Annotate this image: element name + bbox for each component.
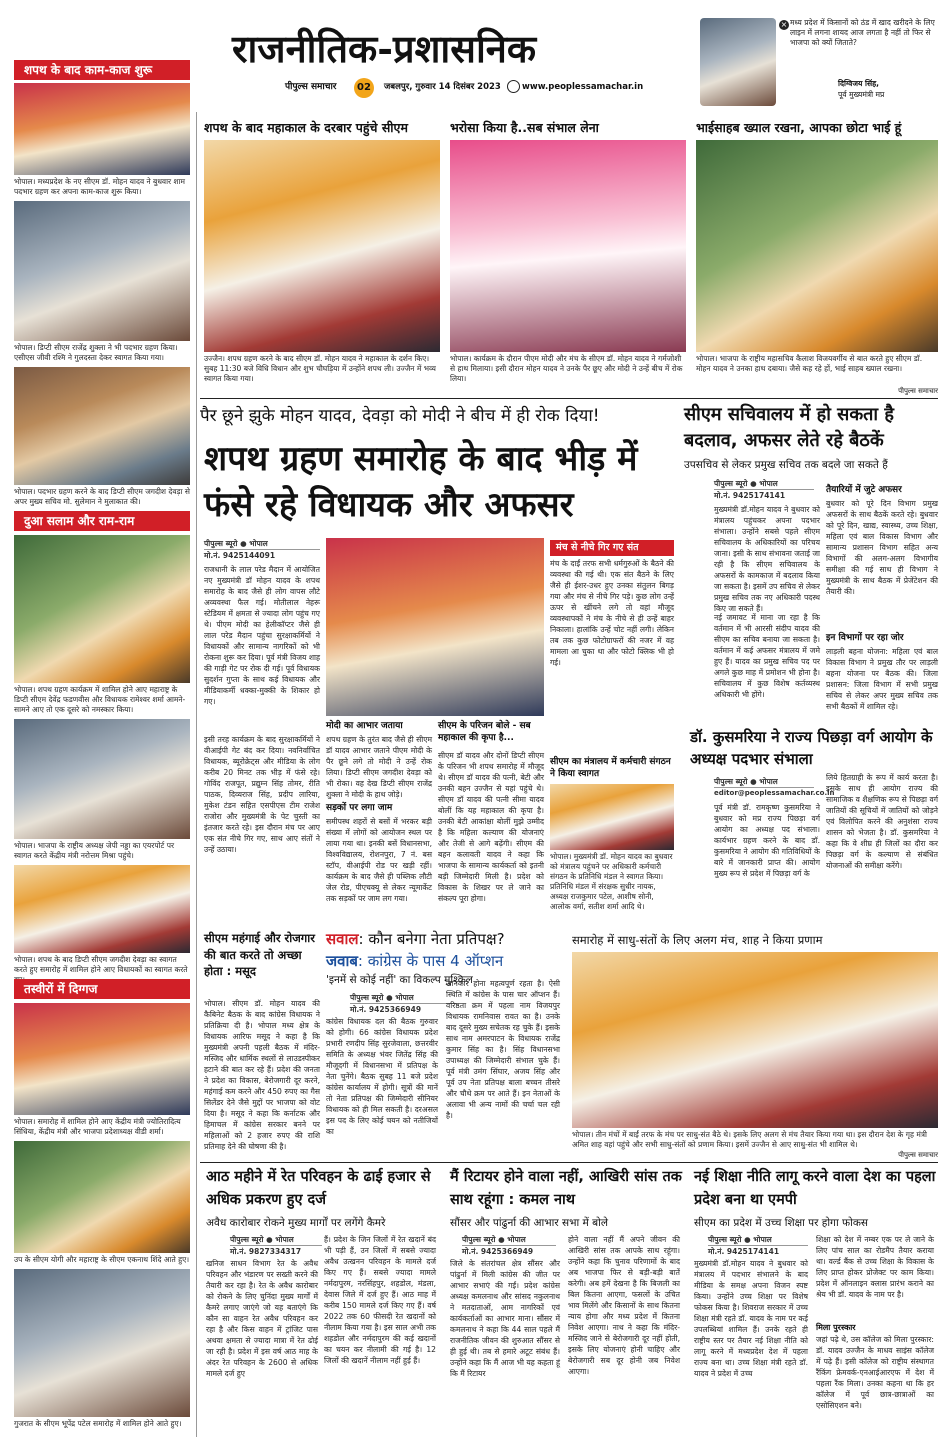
caption-cm-office: भोपाल। मध्यप्रदेश के नए सीएम डॉ. मोहन यादव ने बुधवार शाम पदभार ग्रहण कर अपना काम-काज शुरू किया। — [14, 177, 186, 196]
kamalnath-body-1: जिले के संतरांचल क्षेत्र सौंसर और पांढुर्ना में मिली कांग्रेस की जीत पर आभार सभाएं की गईं। प्रदेश कांग्रेस अध्यक्ष कमलनाथ और सांसद नकुलनाथ ने मतदाताओं, आम नागरिकों एवं कार्यकर्ताओं का आभार माना। सौंसर में कमलनाथ ने कहा कि 44 साल पहले मैं राजनीतिक जीवन की शुरुआत सौंसर से ही हुई थी। तब से हमारे अटूट संबंध हैं। उन्होंने कहा कि मैं आज भी यह कहता हूं कि मैं रिटायर — [450, 1259, 560, 1378]
section-head-stalwarts: तस्वीरों में दिग्गज — [14, 979, 190, 999]
saints-credit: पीपुल्स समाचार — [898, 1151, 938, 1159]
opposition-mobile: मो.नं. 9425366949 — [350, 1005, 422, 1014]
opposition-body-1: कांग्रेस विधायक दल की बैठक गुरुवार को होगी। 66 कांग्रेस विधायक प्रदेश प्रभारी रणदीप सिंह सुरजेवाला, छत्तरवीर समिति के अध्यक्ष भंवर जितेंद्र सिंह की मौजूदगी में विधानसभा में प्रतिपक्ष के नेता चुनेंगे। बैठक सुबह 11 बजे प्रदेश कांग्रेस कार्यालय में होगी। सूत्रों की मानें तो नेता प्रतिपक्ष की जिम्मेदारी सीनियर विधायक को ही मिल सकती है। दरअसल इस पद के लिए कोई चयन को नतीजियों का — [326, 1017, 438, 1136]
website-link[interactable]: www.peoplessamachar.in — [522, 82, 644, 92]
opposition-question — [326, 928, 560, 950]
caption-deputy-shukla: भोपाल। डिप्टी सीएम राजेंद्र शुक्ला ने भी पदभार ग्रहण किया। एसीएस जीवी रश्मि ने गुलदस्ता देकर स्वागत किया गया। — [14, 343, 178, 362]
masood-story — [200, 930, 320, 1160]
question-label: सवाल — [326, 930, 359, 948]
caption-bhupendra-patel: गुजरात के सीएम भूपेंद्र पटेल समारोह में शामिल होने आते हुए। — [14, 1419, 182, 1428]
secretariat-body-4: लाड़ली बहना योजना: महिला एवं बाल विकास विभाग ने प्रमुख तौर पर लाड़ली बहना योजना पर बैठक की। जिला प्रशासन: जिला विभाग में सभी प्रमुख सचिव से लेकर अपर मुख्य सचिव तक सभी बैठकों में शामिल रहे। — [826, 647, 938, 711]
dateline: जबलपुर, गुरुवार 14 दिसंबर 2023 — [384, 82, 501, 92]
education-deck: सीएम का प्रदेश में उच्च शिक्षा पर होगा फोकस — [694, 1217, 869, 1229]
opposition-story — [326, 928, 560, 1160]
photo-fadnavis — [14, 535, 190, 683]
sub-saint-fell: मंच से नीचे गिर गए संत — [556, 542, 639, 553]
kusumaria-email: editor@peoplessamachar.co.in — [714, 789, 835, 797]
photo-deputy-devda — [14, 367, 190, 485]
sand-mobile: मो.नं. 9827334317 — [230, 1247, 302, 1256]
education-story — [688, 1164, 938, 1438]
column-divider — [196, 112, 197, 1437]
quote-author-role: पूर्व मुख्यमंत्री मप्र — [838, 90, 885, 99]
sand-body-2: हैं। प्रदेश के जिन जिलों में रेत खदानें बंद भी पड़ी हैं, उन जिलों में सबसे ज्यादा अवैध उत्खनन परिवहन के मामले दर्ज किए गए हैं। सबसे ज्यादा मामले नर्मदापुरम, नरसिंहपुर, शहडोल, मंडला, देवास जिले में दर्ज हुए हैं। आठ माह में करीब 150 मामले दर्ज किए गए हैं। वर्ष 2022 तक 60 फीसदी रेत खदानों को नीलाम किया गया है। इस साल अभी तक शहडोल और नर्मदापुरम की कई खदानों का चयन कर नीलामी की गई है। 12 जिलों की खदानें नीलाम नहीं हुई हैं। — [324, 1235, 436, 1365]
photo-nadda — [14, 719, 190, 839]
caption-saints: भोपाल। तीन मंचों में बाईं तरफ के मंच पर साधु-संत बैठे थे। इसके लिए अलग से मंच तैयार किया गया था। इस दौरान देश के गृह मंत्री अमित शाह वहां पहुंचे और सभी साधु-संतों को प्रणाम किया। इसमें उज्जैन से आए साधु-संत भी शामिल थे। — [572, 1130, 927, 1149]
sand-byline: पीपुल्स ब्यूरो ● भोपाल — [230, 1234, 322, 1246]
caption-modi-handshake: भोपाल। कार्यक्रम के दौरान पीएम मोदी और मंच के सीएम डॉ. मोहन यादव ने गर्मजोशी से हाथ मिलाया। इसी दौरान मोहन यादव ने उनके पैर छूए और मोदी ने उन्हें बीच में रोक लिया। — [450, 354, 683, 383]
main-body-6: मंच के दाईं तरफ सभी धर्मगुरुओं के बैठने की व्यवस्था की गई थी। एक संत बैठने के लिए जैसे ही ईशर-उधर हुए उनका संतुलन बिगड़ गया और मंच से नीचे गिर पड़े। कुछ लोग उन्हें ऊपर से खींचने लगे तो वहां मौजूद व्यवस्थापकों ने मंच के नीचे से ही उन्हें बाहर निकाला। हालांकि उन्हें चोट नहीं लगी। लेकिन तब तक कुछ फोटोग्राफरों की नजर में वह मामला आ चुका था और फोटो क्लिक भी हो गई। — [550, 559, 674, 667]
main-mobile: मो.नं. 9425144091 — [204, 551, 276, 560]
education-body-3: जहां पढ़े थे, उस कॉलेज को मिला पुरस्कार: डॉ. यादव उज्जैन के माधव साइंस कॉलेज में पढ़े हैं। इसी कॉलेज को राष्ट्रीय संस्थागत रैंकिंग फ्रेमवर्क-एनआईआरएफ में देश में पहला रैंक मिला। उनका कहना था कि हर कॉलेज में पूर्व छात्र-छात्राओं का एसोसिएशन बने। — [816, 1335, 934, 1410]
opposition-answer — [326, 950, 560, 972]
bottom-rule — [200, 1162, 938, 1163]
photo-modi-handshake — [450, 140, 686, 352]
section-title: राजनीतिक-प्रशासनिक — [232, 26, 537, 71]
kamalnath-deck: सौंसर और पांढुर्ना की आभार सभा में बोले — [450, 1217, 608, 1229]
kusumaria-byline: पीपुल्स ब्यूरो ● भोपाल — [714, 776, 814, 788]
secretariat-byline: पीपुल्स ब्यूरो ● भोपाल — [714, 478, 814, 490]
secretariat-body-3: बुधवार को पूरे दिन विभाग प्रमुख अफसरों के साथ बैठकें करते रहे। बुधवार को पूरे दिन, खाद्य, स्वास्थ्य, उच्च शिक्षा, महिला एवं बाल विकास विभाग और सामान्य प्रशासन विभाग सहित अन्य विभागों की अलग-अलग विभागीय समीक्षा की गई साथ ही विभाग ने मुख्यमंत्री के साथ बैठक में प्रेजेंटेशन की तैयारी की। — [826, 499, 938, 596]
main-body-4: समीपस्थ शहरों से बसों में भरकर बड़ी संख्या में लोगों को आयोजन स्थल पर लाया गया था। इनकी बसें विधानसभा, विश्वविद्यालय, रोशनपुरा, 7 नं. बस स्टॉप, वीआईपी रोड पर खड़ी रहीं। कार्यक्रम के बाद जैसे ही पब्लिक लौटी जेल रोड, पीएचक्यू से लेकर न्यूमार्केट तक सड़कों पर जाम लग गया। — [326, 817, 432, 903]
caption-yogi-shinde: उप के सीएम योगी और महाराष्ट्र के सीएम एकनाथ शिंदे आते हुए। — [14, 1255, 190, 1264]
education-byline: पीपुल्स ब्यूरो ● भोपाल — [708, 1234, 808, 1246]
photo-cm-office — [14, 83, 190, 175]
secretariat-sub-focus: इन विभागों पर रहा जोर — [826, 633, 904, 643]
caption-fadnavis: भोपाल। शपथ ग्रहण कार्यक्रम में शामिल होने आए महाराष्ट्र के डिप्टी सीएम देवेंद्र फडणवीस और विधायक रामेश्वर शर्मा आमने-सामने आए तो एक दूसरे को नमस्कार किया। — [14, 685, 186, 714]
kusumaria-body-2: लिये हितग्राही के रूप में कार्य करता है। इसके साथ ही आयोग राज्य की सामाजिक व शैक्षणिक रूप से पिछड़ा वर्ग जातियों की सूचियों में जातियों को जोड़ने एवं विलोपित करने की अनुशंसा राज्य शासन को भेजता है। डॉ. कुसमरिया ने कहा कि वे शीघ्र ही जिलों का दौरा कर पिछड़ा वर्ग के कल्याण से संबंधित योजनाओं की समीक्षा करेंगे। — [826, 773, 938, 870]
photo-bouquet — [326, 538, 544, 716]
caption-nadda: भोपाल। भाजपा के राष्ट्रीय अध्यक्ष जेपी नड्डा का एयरपोर्ट पर स्वागत करते केंद्रीय मंत्री नरोत्तम मिश्रा पहुंचे। — [14, 841, 175, 860]
main-body-5: सीएम डॉ यादव और दोनों डिप्टी सीएम के परिजन भी शपथ समारोह में मौजूद थे। सीएम डॉ यादव की पत्नी, बेटी और उनकी बहन उज्जैन से यहां पहुंचे थे। सीएम डॉ यादव की पत्नी सीमा यादव बोलीं कि यह महाकाल की कृपा है। उनकी बेटी आकांक्षा बोलीं मुझे उम्मीद है कि महिला कल्याण की योजनाएं और तेजी से आगे बढ़ेंगी। सीएम की बहन कलावती यादव ने कहा कि भाजपा के सामान्य कार्यकर्ता को इतनी बड़ी जिम्मेदारी मिली है। प्रदेश को विकास के शिखर पर ले जाने का संकल्प पूरा होगा। — [438, 751, 544, 903]
kusumaria-story — [684, 726, 938, 922]
caption-mahakal: उज्जैन। शपथ ग्रहण करने के बाद सीएम डॉ. मोहन यादव ने महाकाल के दर्शन किए। सुबह 11:30 बजे विधि विधान और शुभ चौघड़िया में उन्होंने शपथ ली। उज्जैन में भव्य स्वागत किया गया। — [204, 354, 436, 383]
kusumaria-headline: डॉ. कुसमरिया ने राज्य पिछड़ा वर्ग आयोग के अध्यक्ष पदभार संभाला — [690, 728, 933, 768]
photo-saints-stage — [572, 952, 938, 1128]
main-body-2: इसी तरह कार्यक्रम के बाद सुरक्षाकर्मियों ने वीआईपी गेट बंद कर दिया। नवनिर्वाचित विधायक, ब्यूरोक्रेट्स और मीडिया के लोग करीब 20 मिनट तक भीड़ में फंसे रहे। गोविंद राजपूत, प्रद्युम्न सिंह तोमर, रीति पाठक, दिव्यराज सिंह, प्रदीप लारिया, मुकेश टंडन सहित एसपीएस टीम राजेश राजोरा और मुख्यमंत्री के पेट चुस्ती का इंतजार करते रहे। इस दौरान मंच पर आए एक संत नीचे गिर गए, साथ आए संतों ने उन्हें उठाया। — [204, 735, 320, 854]
caption-vijayvargiya: भोपाल। भाजपा के राष्ट्रीय महासचिव कैलाश विजयवर्गीय से बात करते हुए सीएम डॉ. मोहन यादव ने उनका हाथ दबाया। जैसे कह रहे हों, भाई साहब ख्याल रखना। — [696, 354, 923, 373]
masood-headline: सीएम महंगाई और रोजगार की बात करते तो अच्छा होता : मसूद — [204, 931, 315, 978]
photo-staff-welcome — [550, 784, 674, 850]
sand-headline: आठ महीने में रेत परिवहन के ढाई हजार से अधिक प्रकरण हुए दर्ज — [206, 1169, 431, 1208]
sub-saint-fell-box — [550, 540, 674, 556]
education-body-1: मुख्यमंत्री डॉ.मोहन यादव ने बुधवार को मंत्रालय में पदभार संभालने के बाद मीडिया के समक्ष अपना विजन स्पष्ट किया। उन्होंने उच्च शिक्षा पर विशेष फोकस किया है। शिवराज सरकार में उच्च शिक्षा मंत्री रहते डॉ. यादव के नाम पर कई उपलब्धियां शामिल हैं। उनके रहते ही राष्ट्रीय स्तर पर तैयार नई शिक्षा नीति को लागू करने में मध्यप्रदेश देश में पहला राज्य बना था। उच्च शिक्षा मंत्री रहते डॉ. यादव ने प्रदेश में उच्च — [694, 1259, 808, 1378]
photo-headline-mahakal: शपथ के बाद महाकाल के दरबार पहुंचे सीएम — [204, 120, 408, 135]
sub-traffic-jam: सड़कों पर लगा जाम — [326, 803, 393, 813]
kamalnath-body-2: होने वाला नहीं मैं अपने जीवन की आखिरी सांस तक आपके साथ रहूंगा। उन्होंने कहा कि चुनाव परिणामों के बाद अब भाजपा फिर से बड़ी-बड़ी बातें करेगी। अब हमें देखना है कि बिजली का बिल कितना आएगा, फसलों के उचित भाव मिलेंगे और किसानों के साथ कितना न्याय होगा और मध्य प्रदेश में कितना निवेश आएगा। नाथ ने कहा कि मंदिर-मस्जिद जाने से बेरोजगारी दूर नहीं होती, इसके लिए योजनाएं होनी चाहिए और बेरोजगारी सब दूर होनी जब निवेश आएगा। — [568, 1235, 680, 1376]
answer-text: : कांग्रेस के पास 4 ऑप्शन — [357, 952, 504, 970]
caption-scindia: भोपाल। समारोह में शामिल होने आए केंद्रीय मंत्री ज्योतिरादित्य सिंधिया, केंद्रीय मंत्री और भाजपा प्रदेशाध्यक्ष वीडी शर्मा। — [14, 1117, 181, 1136]
education-body-2: शिक्षा को देश में नम्बर एक पर ले जाने के लिए पांच साल का रोडमैप तैयार कराया था। वर्ल्ड बैंक से उच्च शिक्षा के विकास के लिए प्राप्त होकर प्रोजेक्ट पर काम किया। प्रदेश में ऑनलाइन क्लास प्रारंभ कराने का श्रेय भी डॉ. यादव के नाम पर है। — [816, 1235, 934, 1299]
photo-bhupendra-patel — [14, 1269, 190, 1417]
close-x-icon: × — [780, 20, 788, 29]
sub-family: सीएम के परिजन बोले - सब महाकाल की कृपा है... — [438, 721, 531, 743]
secretariat-story — [684, 400, 938, 720]
photo-vijayvargiya — [696, 140, 938, 352]
photo-devda-welcome — [14, 865, 190, 953]
sand-body-1: खनिज साधन विभाग रेत के अवैध परिवहन और भंडारण पर सख्ती करने की तैयारी कर रहा है। रेत के अवैध कारोबार को रोकने के लिए चुनिंदा मुख्य मार्गों में कैमरे लगाए जाएंगे जो यह बताएंगे कि कौन सा वाहन रेत अवैध परिवहन कर रहा है और किस वाहन में ट्रांजिट पास अथवा क्षमता से ज्यादा मात्रा में रेत ढोई जा रही है। प्रदेश में इस वर्ष आठ माह के अंदर रेत परिवहन के 2600 से अधिक मामले दर्ज हुए — [206, 1259, 318, 1378]
secretariat-body-1: मुख्यमंत्री डॉ.मोहन यादव ने बुधवार को मंत्रालय पहुंचकर अपना पदभार संभाला। उन्होंने सबसे पहले सीएम सचिवालय के अधिकारियों का परिचय जाना। इसी के साथ संभावना जताई जा रही है कि सीएम सचिवालय के अफसरों के कामकाज में बदलाव किया जा सकता है। इसमें उप सचिव से लेकर प्रमुख सचिव तक नए अधिकारी पदस्थ किए जा सकते हैं। — [714, 505, 820, 613]
opposition-deck: 'इनमें से कोई नहीं' का विकल्प मुश्किल — [326, 974, 473, 986]
photo-headline-brother: भाईसाहब ख्याल रखना, आपका छोटा भाई हूं — [696, 120, 902, 135]
left-photo-column — [8, 55, 190, 1435]
photo-mahakal — [204, 140, 440, 352]
opposition-body-2: जानकार होना महत्वपूर्ण रहता है। ऐसी स्थिति में कांग्रेस के पास चार ऑप्शन हैं। वरिष्ठता क्रम में पहला नाम विजयपुर विधायक रामनिवास रावत का है। उनके बाद दूसरे मुख्य सचेतक रह चुके हैं। इसके साथ नाम अमरपाटन के विधायक राजेंद्र कुमार सिंह का है। सिंह विधानसभा उपाध्यक्ष की जिम्मेदारी संभाल चुके हैं। पूर्व मंत्री उमंग सिंघार, अजय सिंह और पूर्व उप नेता प्रतिपक्ष बाला बच्चन तीसरे और चौथे क्रम पर आते हैं। इन नेताओं के अलावा भी अन्य नामों की चर्चा चल रही है। — [446, 979, 560, 1120]
sub-thanks-modi: मोदी का आभार जताया — [326, 721, 403, 731]
main-kicker: पैर छूने झुके मोहन यादव, देवड़ा को मोदी ने बीच में ही रोक दिया! — [200, 406, 600, 426]
answer-label: जवाब — [326, 952, 358, 970]
education-mobile: मो.नं. 9425174141 — [708, 1247, 780, 1256]
photo-scindia — [14, 1003, 190, 1115]
digvijay-portrait — [700, 18, 776, 106]
masood-body: भोपाल। सीएम डॉ. मोहन यादव की कैबिनेट बैठक के बाद कांग्रेस विधायक ने प्रतिक्रिया दी है। भोपाल मध्य क्षेत्र के विधायक आरिफ मसूद ने कहा है कि मुख्यमंत्री अपनी पहली बैठक में मंदिर-मस्जिद और धार्मिक स्थलों से लाउडस्पीकर हटाने की बात कर रहे हैं। प्रदेश की जनता ने प्रदेश का विकास, बेरोजगारी दूर करने, महंगाई कम करने और 450 रुपए का गैस सिलेंडर देने जैसे मुद्दों पर भाजपा को वोट दिया है। मसूद ने कहा कि कर्नाटक और हिमाचल में कांग्रेस सरकार बनने पर महिलाओं को 2 हजार रुपए की राशि प्रतिमाह देने की घोषणा की है। — [204, 999, 320, 1151]
main-byline: पीपुल्स ब्यूरो ● भोपाल — [204, 538, 320, 550]
sand-deck: अवैध कारोबार रोकने मुख्य मार्गों पर लगेंगे कैमरे — [206, 1217, 386, 1229]
opposition-byline: पीपुल्स ब्यूरो ● भोपाल — [350, 992, 456, 1004]
education-headline: नई शिक्षा नीति लागू करने वाला देश का पहला प्रदेश बना था एमपी — [694, 1169, 936, 1208]
secretariat-body-2: नई जमावट में माना जा रहा है कि वर्तमान में भी आरसी संदीप यादव की सीएम का सचिव बनाया जा सकता है। वर्तमान में कई अफसर मंत्रालय में जमे हुए हैं। यादव का प्रमुख सचिव पद पर अगले कुछ माह में प्रमोशन भी होना है। सचिवालय में कुछ विशेष कर्तव्यस्थ अधिकारी भी होंगे। — [714, 613, 820, 699]
sand-story — [200, 1164, 440, 1438]
education-sub-award: मिला पुरस्कार — [816, 1323, 856, 1332]
main-story — [200, 400, 674, 911]
kusumaria-body-1: पूर्व मंत्री डॉ. रामकृष्ण कुसमरिया ने बुधवार को मप्र राज्य पिछड़ा वर्ग आयोग का अध्यक्ष पद संभाला। कार्यभार ग्रहण करने के बाद डॉ. कुसमरिया ने आयोग की गतिविधियों के बारे में जानकारी प्राप्त की। आयोग मुख्य रूप से प्रदेश में पिछड़ा वर्ग के — [714, 803, 820, 878]
masthead-quote: मध्य प्रदेश में किसानों को ठंड में खाद खरीदने के लिए लाइन में लगना शायद आज लगता है नहीं तो फिर से भाजपा को क्यों जिताते? — [790, 18, 935, 47]
photo-headline-trust: भरोसा किया है..सब संभाल लेना — [450, 120, 599, 135]
secretariat-deck: उपसचिव से लेकर प्रमुख सचिव तक बदले जा सकते हैं — [684, 459, 888, 471]
secretariat-mobile: मो.नं. 9425174141 — [714, 491, 786, 500]
kamalnath-headline: मैं रिटायर होने वाला नहीं, आखिरी सांस तक साथ रहूंगा : कमल नाथ — [450, 1169, 682, 1208]
kamalnath-byline: पीपुल्स ब्यूरो ● भोपाल — [462, 1234, 556, 1246]
globe-icon — [507, 80, 520, 93]
quote-author: दिग्विजय सिंह, — [838, 79, 880, 88]
main-headline: शपथ ग्रहण समारोह के बाद भीड़ में फंसे रहे विधायक और अफसर — [204, 439, 638, 525]
page-number: 02 — [357, 82, 371, 93]
secretariat-sub-prep: तैयारियों में जुटे अफसर — [826, 485, 902, 495]
main-body-3: शपथ ग्रहण के तुरंत बाद जैसे ही सीएम डॉ यादव आभार जताने पीएम मोदी के पैर छूने लगे तो मोदी ने उन्हें रोक लिया। डिप्टी सीएम जगदीश देवड़ा को भी रोका। वह देख डिप्टी सीएम राजेंद्र शुक्ला ने मोदी के हाथ जोड़े। — [326, 735, 432, 799]
caption-deputy-devda: भोपाल। पदभार ग्रहण करने के बाद डिप्टी सीएम जगदीश देवड़ा से अपर मुख्य सचिव मो. सुलेमान ने मुलाकात की। — [14, 487, 190, 506]
photo-credit: पीपुल्स समाचार — [898, 387, 938, 395]
saints-story — [566, 928, 938, 1160]
kamalnath-story — [446, 1164, 682, 1438]
top-photo-row — [200, 112, 938, 402]
photo-yogi-shinde — [14, 1141, 190, 1253]
question-text: : कौन बनेगा नेता प्रतिपक्ष? — [358, 930, 505, 948]
kamalnath-mobile: मो.नं. 9425366949 — [462, 1247, 534, 1256]
saints-headline: समारोह में साधु-संतों के लिए अलग मंच, शाह ने किया प्रणाम — [572, 933, 823, 947]
section-head-work-begins: शपथ के बाद काम-काज शुरू — [14, 60, 190, 80]
main-body-1: राजधानी के लाल परेड मैदान में आयोजित नए मुख्यमंत्री डॉ मोहन यादव के शपथ समारोह के बाद जैसे ही लोग वापस लौटे अव्यवस्था फैल गई। मोतीलाल नेहरू स्टेडियम में क्षमता से ज्यादा लोग पहुंच गए थे। पीएम मोदी का हेलीकॉप्टर जैसे ही लाल परेड मैदान पहुंचा सुरक्षाकर्मियों ने विधायकों और सामान्य नागरिकों को भी रोकना शुरू कर दिया। पूर्व मंत्री विजय शाह की गाड़ी गेट पर रोक दी गई। पूर्व विधायक सुदर्शन गुप्ता के साथ कई विधायक और मीडियाकर्मी धक्का-मुक्की के शिकार हो गए। — [204, 565, 320, 706]
page-number-badge — [354, 78, 374, 98]
paper-name: पीपुल्स समाचार — [285, 82, 337, 92]
secretariat-headline: सीएम सचिवालय में हो सकता है बदलाव, अफसर लेते रहे बैठकें — [684, 404, 894, 451]
caption-devda-welcome: भोपाल। शपथ के बाद डिप्टी सीएम जगदीश देवड़ा का स्वागत करते हुए समारोह में शामिल होने आए विधायकों का स्वागत करते — [14, 955, 188, 974]
caption-staff-welcome: भोपाल। मुख्यमंत्री डॉ. मोहन यादव का बुधवार को मंत्रालय पहुंचने पर अधिकारी कर्मचारी संगठन के प्रतिनिधि मंडल ने स्वागत किया। प्रतिनिधि मंडल में संरक्षक सुधीर नायक, अध्यक्ष राजकुमार पटेल, आशीष सोनी, आलोक वर्मा, सतीश शर्मा आदि थे। — [550, 852, 673, 911]
section-head-greetings: दुआ सलाम और राम-राम — [14, 511, 190, 531]
sub-staff-welcome: सीएम का मंत्रालय में कर्मचारी संगठन ने किया स्वागत — [550, 757, 671, 779]
top-rule — [200, 398, 938, 399]
photo-deputy-shukla — [14, 201, 190, 341]
